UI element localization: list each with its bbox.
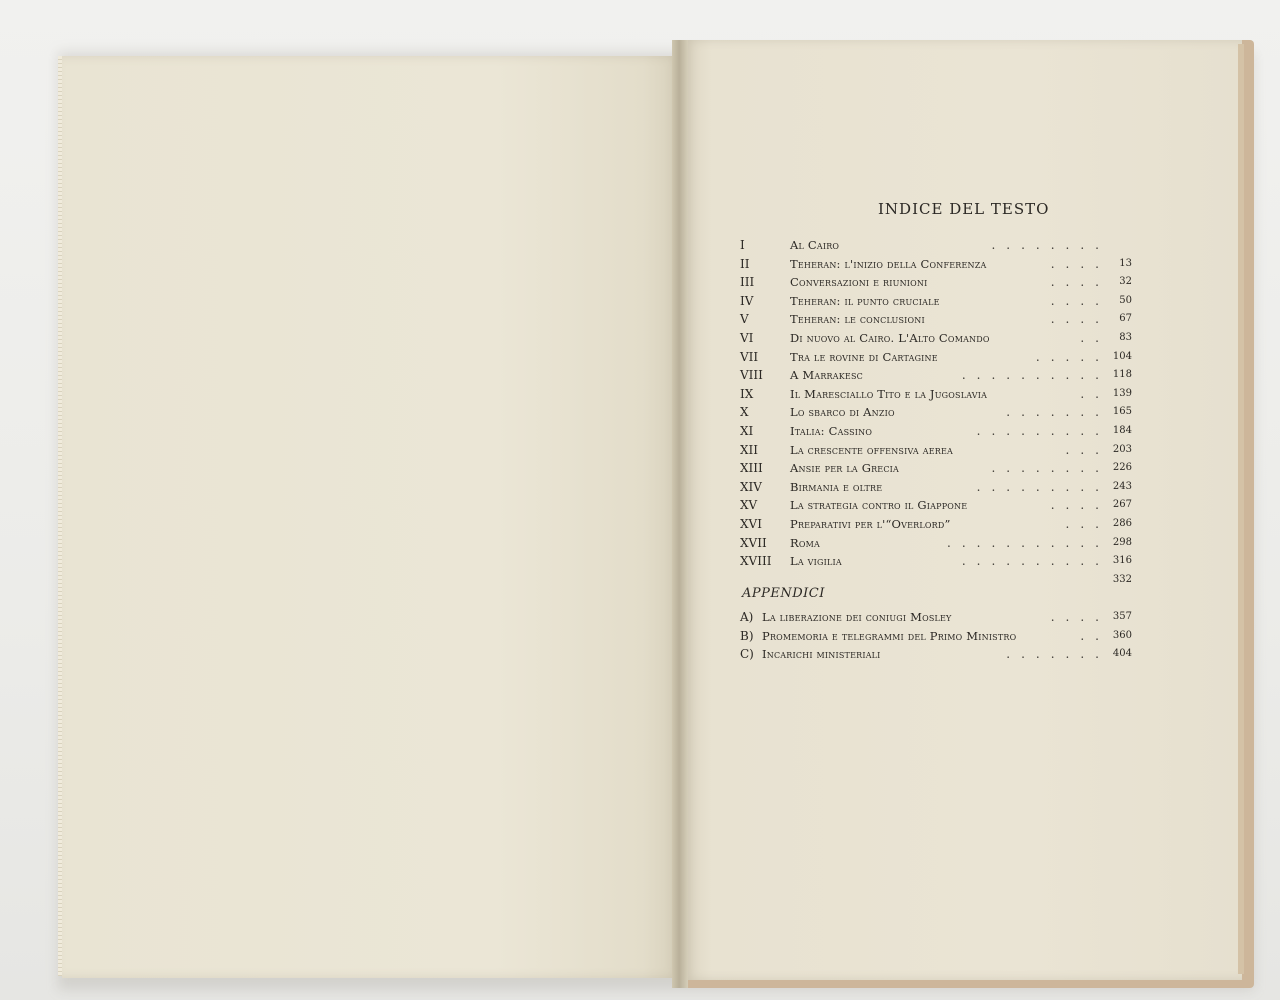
- entry-title: Teheran: le conclusioni: [790, 312, 925, 327]
- chapter-entry: [740, 236, 1132, 255]
- entry-title: La vigilia: [790, 554, 842, 569]
- appendici-heading: APPENDICI: [742, 586, 825, 601]
- leader-dots: ...........: [947, 535, 1110, 550]
- chapter-entry: [740, 348, 1132, 367]
- entry-page-number: 203: [1112, 443, 1132, 455]
- entry-number: XII: [740, 442, 759, 457]
- entry-title: A Marrakesc: [790, 368, 863, 383]
- chapter-entry: [740, 292, 1132, 311]
- entry-page-number: 184: [1112, 424, 1132, 436]
- entry-number: IX: [740, 386, 754, 401]
- chapter-entry: [740, 496, 1132, 515]
- entry-number: VI: [740, 330, 754, 345]
- leader-dots: ....: [1050, 275, 1110, 290]
- entry-number: VII: [740, 349, 759, 364]
- entry-number: III: [740, 275, 755, 290]
- left-page-blank: [62, 56, 680, 978]
- entry-number: IV: [740, 293, 754, 308]
- entry-number: I: [740, 238, 745, 252]
- entry-title: Incarichi ministeriali: [762, 647, 881, 662]
- entry-title: Di nuovo al Cairo. L'Alto Comando: [790, 330, 990, 345]
- chapter-entry: [740, 441, 1132, 460]
- leader-dots: ..........: [961, 368, 1110, 383]
- chapter-entry: [740, 403, 1132, 422]
- entry-title: La strategia contro il Giappone: [790, 498, 968, 513]
- entry-number: A): [740, 610, 754, 624]
- leader-dots: ....: [1050, 498, 1110, 513]
- chapter-list: [740, 236, 1132, 585]
- leader-dots: .........: [976, 423, 1110, 438]
- entry-page-number: 316: [1112, 555, 1132, 567]
- entry-number: XI: [740, 423, 754, 438]
- leader-dots: ...: [1065, 516, 1110, 531]
- entry-number: XVIII: [740, 554, 772, 569]
- entry-number: VIII: [740, 368, 763, 383]
- entry-title: Teheran: il punto cruciale: [790, 293, 940, 308]
- chapter-entry: [740, 478, 1132, 497]
- chapter-entry: [740, 329, 1132, 348]
- entry-page-number: 404: [1112, 648, 1132, 660]
- entry-page-number: 286: [1112, 517, 1132, 529]
- chapter-entry: [740, 515, 1132, 534]
- leader-dots: ....: [1050, 610, 1110, 624]
- entry-page-number: 32: [1119, 276, 1132, 288]
- chapter-entry: [740, 422, 1132, 441]
- entry-title: Roma: [790, 535, 820, 550]
- chapter-entry: [740, 273, 1132, 292]
- entry-page-number: 357: [1112, 611, 1132, 622]
- chapter-entry: [740, 310, 1132, 329]
- entry-page-number: 243: [1112, 480, 1132, 492]
- entry-page-number: 139: [1112, 387, 1132, 399]
- entry-title: Ansie per la Grecia: [790, 461, 899, 476]
- entry-page-number: 67: [1119, 313, 1132, 325]
- chapter-entry: [740, 459, 1132, 478]
- leader-dots: ..: [1080, 628, 1110, 643]
- leader-dots: ..: [1080, 386, 1110, 401]
- entry-title: Italia: Cassino: [790, 423, 873, 438]
- leader-dots: ........: [991, 238, 1110, 252]
- entry-number: XVII: [740, 535, 767, 550]
- entry-page-number: 332: [1112, 573, 1132, 585]
- appendix-entry: [740, 627, 1132, 646]
- entry-page-number: 298: [1112, 536, 1132, 548]
- entry-title: Birmania e oltre: [790, 479, 883, 494]
- leader-dots: .......: [1006, 647, 1110, 662]
- leader-dots: .........: [976, 479, 1110, 494]
- leader-dots: ...: [1065, 442, 1110, 457]
- chapter-entry: [740, 385, 1132, 404]
- entry-title: Preparativi per l'“Overlord”: [790, 516, 951, 531]
- entry-number: XV: [740, 498, 758, 513]
- leader-dots: ....: [1050, 256, 1110, 271]
- entry-page-number: 13: [1119, 257, 1132, 269]
- entry-number: B): [740, 628, 754, 643]
- entry-title: Al Cairo: [790, 238, 840, 252]
- entry-number: C): [740, 647, 754, 662]
- entry-page-number: 165: [1112, 406, 1132, 418]
- leader-dots: ..: [1080, 330, 1110, 345]
- chapter-entry: [740, 534, 1132, 553]
- entry-number: V: [740, 312, 749, 327]
- entry-title: Teheran: l'inizio della Conferenza: [790, 256, 987, 271]
- appendix-entry: [740, 608, 1132, 627]
- entry-number: X: [740, 405, 749, 420]
- entry-page-number: 118: [1112, 369, 1132, 381]
- entry-title: Il Maresciallo Tito e la Jugoslavia: [790, 386, 988, 401]
- leader-dots: ....: [1050, 293, 1110, 308]
- appendix-entry: [740, 645, 1132, 664]
- chapter-entry: [740, 255, 1132, 274]
- entry-title: Promemoria e telegrammi del Primo Ministro: [762, 628, 1017, 643]
- leader-dots: ........: [991, 461, 1110, 476]
- entry-page-number: 360: [1112, 629, 1132, 641]
- book-gutter: [672, 40, 688, 988]
- leader-dots: .....: [1035, 349, 1110, 364]
- entry-number: XIV: [740, 479, 762, 494]
- appendix-list: [740, 608, 1132, 664]
- leader-dots: ..........: [961, 554, 1110, 569]
- entry-number: XIII: [740, 461, 763, 476]
- leader-dots: ....: [1050, 312, 1110, 327]
- entry-title: Conversazioni e riunioni: [790, 275, 928, 290]
- entry-number: II: [740, 256, 750, 271]
- toc-title: INDICE DEL TESTO: [878, 200, 1050, 218]
- entry-page-number: 50: [1119, 294, 1132, 306]
- entry-page-number: 267: [1112, 499, 1132, 511]
- entry-title: Lo sbarco di Anzio: [790, 405, 895, 420]
- entry-page-number: 226: [1112, 462, 1132, 474]
- chapter-entry: [740, 552, 1132, 585]
- chapter-entry: [740, 366, 1132, 385]
- entry-page-number: 104: [1112, 350, 1132, 362]
- entry-number: XVI: [740, 516, 762, 531]
- entry-page-number: 83: [1119, 331, 1132, 343]
- entry-title: La liberazione dei coniugi Mosley: [762, 610, 952, 624]
- entry-title: La crescente offensiva aerea: [790, 442, 953, 457]
- leader-dots: .......: [1006, 405, 1110, 420]
- right-page-edge: [1238, 44, 1244, 974]
- entry-title: Tra le rovine di Cartagine: [790, 349, 938, 364]
